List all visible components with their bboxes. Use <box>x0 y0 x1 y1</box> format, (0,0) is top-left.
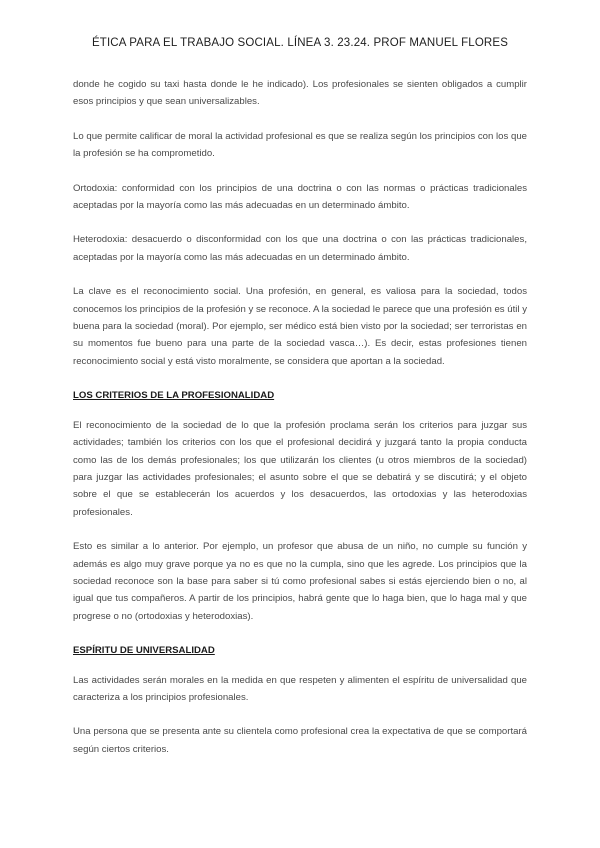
paragraph: Lo que permite calificar de moral la actividad profesional es que se realiza según los principios con los que la profesión se ha comprometido. <box>73 130 527 160</box>
paragraph: donde he cogido su taxi hasta donde le he indicado). Los profesionales se sienten obligados a cumplir esos principios y que sean universalizables. <box>73 79 527 108</box>
paragraph: La clave es el reconocimiento social. Una profesión, en general, es valiosa para la sociedad, todos conocemos los principios de la profesión y se reconoce. A la sociedad le parece que una profesión es útil y buena para la sociedad (moral). Por ejemplo, ser médico está bien visto por la sociedad; ser terroristas en su momentos fue bueno para una parte de la sociedad vasca…). Es decir, estas profesiones tienen reconocimiento social y está visto moralmente, se considera que aportan a la sociedad. <box>73 286 527 367</box>
section-heading-criterios: LOS CRITERIOS DE LA PROFESIONALIDAD <box>73 390 275 402</box>
paragraph: El reconocimiento de la sociedad de lo que la profesión proclama serán los criterios para juzgar sus actividades; también los criterios con los que el profesional decidirá y juzgará tanto la propia conducta como las de los demás profesionales; los que utilizarán los clientes (u otros miembros de la sociedad) para juzgar las actividades profesionales; el asunto sobre el que se debatirá y se discutirá; y el objeto sobre el que se establecerán los acuerdos y los desacuerdos, las ortodoxias y las heterodoxias profesionales. <box>73 419 527 518</box>
page-content <box>73 76 527 775</box>
paragraph: Esto es similar a lo anterior. Por ejemplo, un profesor que abusa de un niño, no cumple su función y además es algo muy grave porque ya no es que no la cumpla, sino que les agrede. Los principios que la sociedad reconoce son la base para saber si tú como profesional sabes si estás ejerciendo bien o no, al igual que tus compañeros. A partir de los principios, habrá gente que lo haga bien, que lo haga mal y que progrese o no (ortodoxias y heterodoxias). <box>73 541 527 622</box>
section-heading-universalidad: ESPÍRITU DE UNIVERSALIDAD <box>73 645 215 657</box>
paragraph: Las actividades serán morales en la medida en que respeten y alimenten el espíritu de universalidad que caracteriza a los principios profesionales. <box>73 674 527 703</box>
definition-heterodoxia: Heterodoxia: desacuerdo o disconformidad con los que una doctrina o con las prácticas tradicionales, aceptadas por la mayoría como las más adecuadas en un determinado ámbito. <box>73 234 527 263</box>
paragraph: Una persona que se presenta ante su clientela como profesional crea la expectativa de que se comportará según ciertos criterios. <box>73 726 527 755</box>
definition-ortodoxia: Ortodoxia: conformidad con los principios de una doctrina o con las normas o prácticas tradicionales aceptadas por la mayoría como las más adecuadas en un determinado ámbito. <box>73 182 527 212</box>
page-header: ÉTICA PARA EL TRABAJO SOCIAL. LÍNEA 3. 23.24. PROF MANUEL FLORES <box>91 37 509 49</box>
